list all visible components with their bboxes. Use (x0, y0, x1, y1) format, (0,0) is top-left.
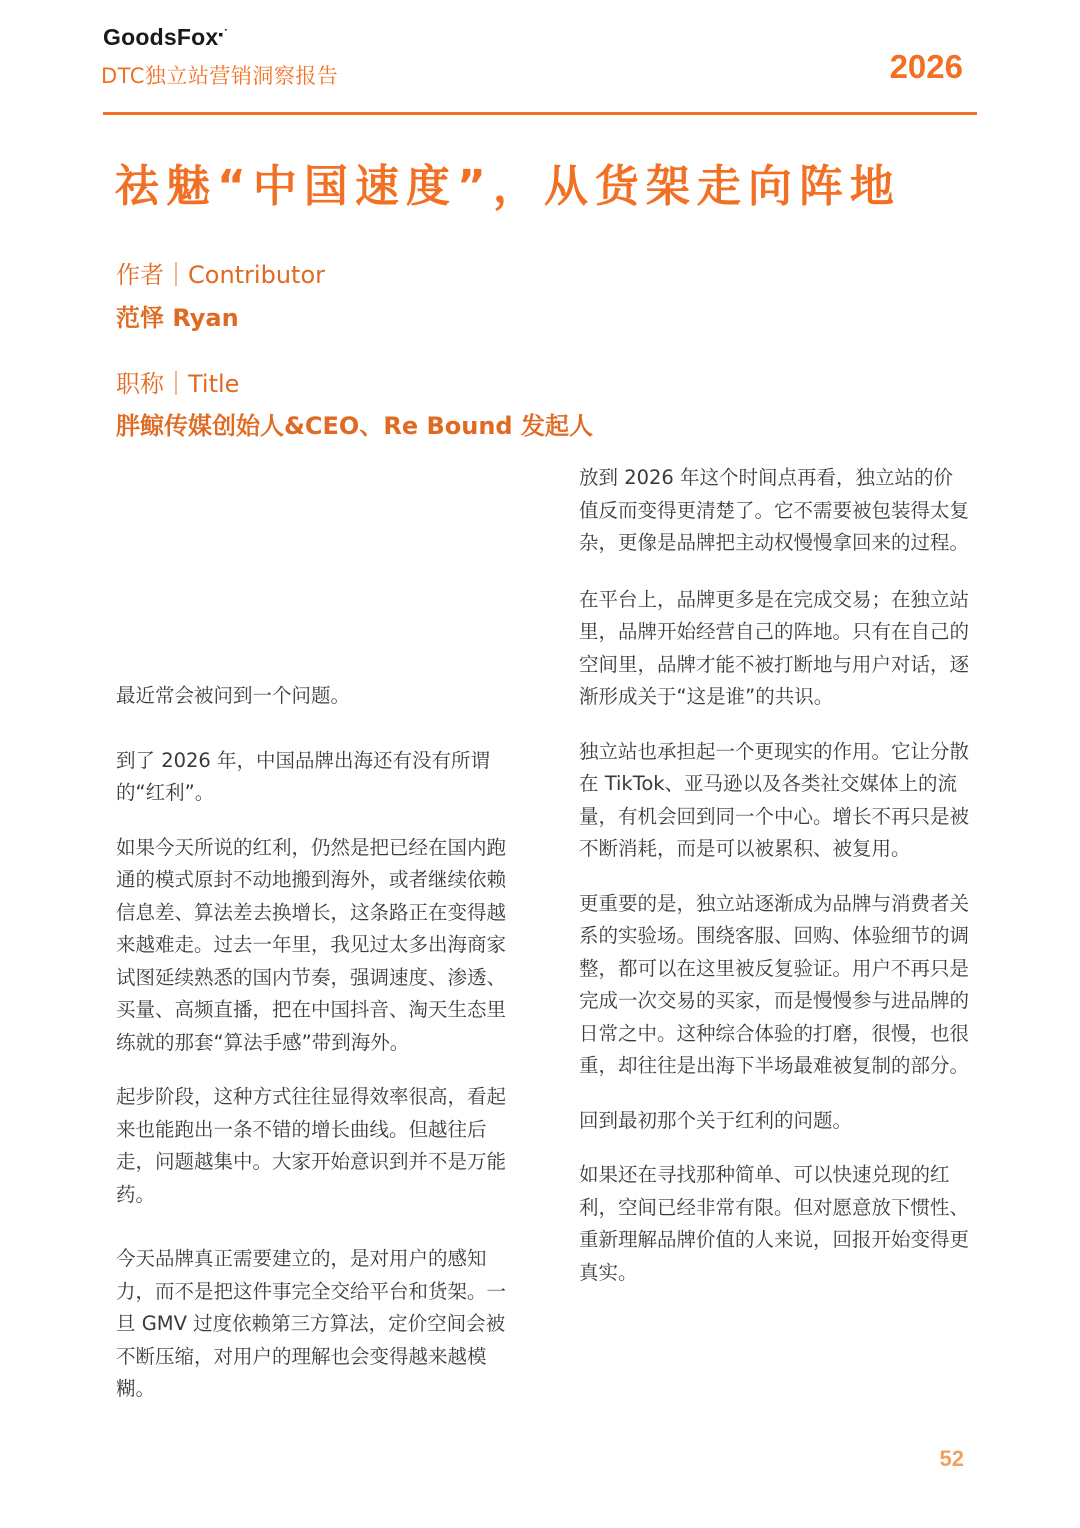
report-title: DTC独立站营销洞察报告 (101, 64, 339, 88)
paragraph: 最近常会被问到一个问题。 (116, 684, 351, 707)
author-name: 范怿 Ryan (116, 304, 239, 332)
brand-logo (103, 24, 228, 51)
brand-mark-icon: ▪˙ (218, 26, 229, 42)
paragraph: 今天品牌真正需要建立的，是对用户的感知力，而不是把这件事完全交给平台和货架。一旦 GMV 过度依赖第三方算法，定价空间会被不断压缩，对用户的理解也会变得越来越模糊。 (116, 1247, 507, 1400)
paragraph: 放到 2026 年这个时间点再看，独立站的价值反而变得更清楚了。它不需要被包装得太复杂，更像是品牌把主动权慢慢拿回来的过程。 (579, 466, 970, 554)
title-value: 胖鲸传媒创始人&CEO、Re Bound 发起人 (116, 412, 593, 440)
paragraph: 更重要的是，独立站逐渐成为品牌与消费者关系的实验场。围绕客服、回购、体验细节的调整，都可以在这里被反复验证。用户不再只是完成一次交易的买家，而是慢慢参与进品牌的日常之中。这种综合体验的打磨，很慢，也很重，却往往是出海下半场最难被复制的部分。 (579, 891, 970, 1077)
paragraph: 独立站也承担起一个更现实的作用。它让分散在 TikTok、亚马逊以及各类社交媒体上的流量，有机会回到同一个中心。增长不再只是被不断消耗，而是可以被累积、被复用。 (579, 739, 970, 860)
page-number: 52 (939, 1446, 964, 1471)
paragraph: 如果今天所说的红利，仍然是把已经在国内跑通的模式原封不动地搬到海外，或者继续依赖信息差、算法差去换增长，这条路正在变得越来越难走。过去一年里，我见过太多出海商家试图延续熟悉的国内节奏，强调速度、渗透、买量、高频直播，把在中国抖音、淘天生态里练就的那套“算法手感”带到海外。 (116, 835, 507, 1054)
paragraph: 如果还在寻找那种简单、可以快速兑现的红利，空间已经非常有限。但对愿意放下惯性、重新理解品牌价值的人来说，回报开始变得更真实。 (579, 1163, 970, 1284)
article-headline: 祛魅“中国速度”，从货架走向阵地 (115, 161, 901, 212)
author-label: 作者｜Contributor (116, 261, 326, 289)
report-year: 2026 (889, 48, 963, 85)
paragraph: 起步阶段，这种方式往往显得效率很高，看起来也能跑出一条不错的增长曲线。但越往后走，问题越集中。大家开始意识到并不是万能药。 (116, 1085, 507, 1206)
left-column (116, 680, 508, 1428)
paragraph: 到了 2026 年，中国品牌出海还有没有所谓的“红利”。 (116, 748, 491, 804)
brand-name: GoodsFox (103, 24, 219, 50)
paragraph: 在平台上，品牌更多是在完成交易；在独立站里，品牌开始经营自己的阵地。只有在自己的空间里，品牌才能不被打断地与用户对话，逐渐形成关于“这是谁”的共识。 (579, 587, 970, 708)
right-column (579, 462, 969, 1311)
paragraph: 回到最初那个关于红利的问题。 (579, 1108, 853, 1132)
title-label: 职称｜Title (116, 370, 240, 398)
header-divider (103, 112, 977, 115)
